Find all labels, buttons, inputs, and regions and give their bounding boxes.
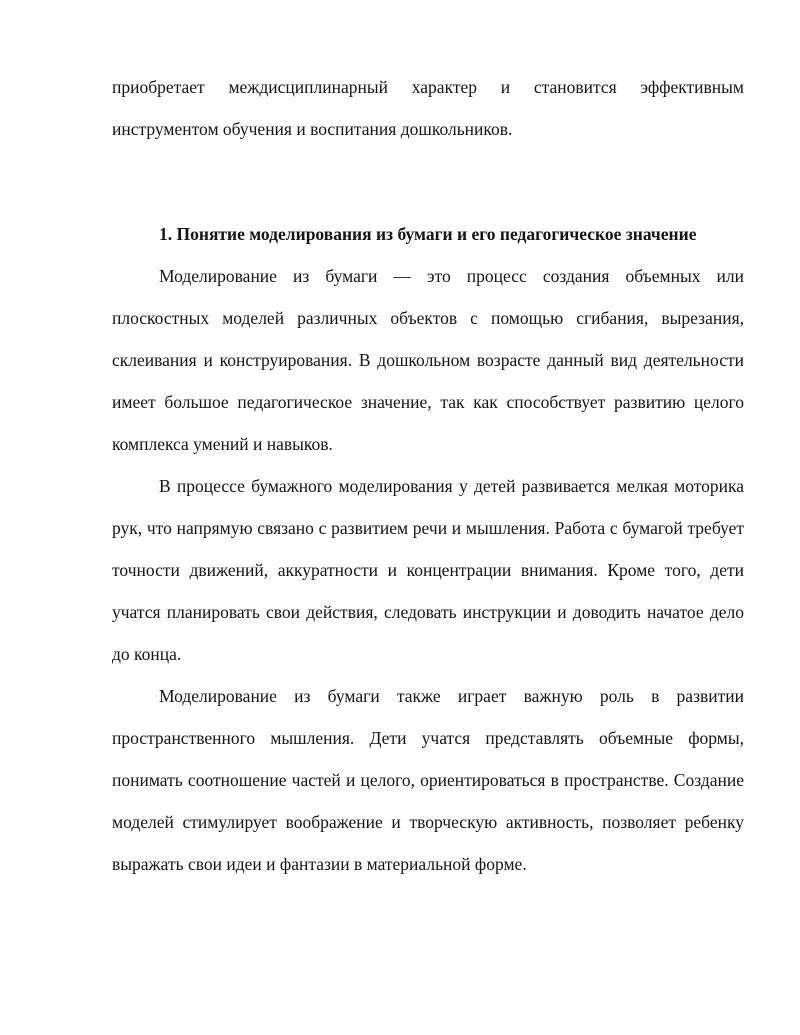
intro-paragraph: приобретает междисциплинарный характер и становится эффективным инструментом обучения и воспитания дошкольников.	[112, 77, 744, 139]
body-paragraph-2: В процессе бумажного моделирования у детей развивается мелкая моторика рук, что напрямую связано с развитием речи и мышления. Работа с бумагой требует точности движений, аккуратности и концентрации внимания. Кроме того, дети учатся планировать свои действия, следовать инструкции и доводить начатое дело до конца.	[112, 476, 744, 664]
section-heading: 1. Понятие моделирования из бумаги и его педагогическое значение	[159, 224, 697, 244]
body-paragraph-3: Моделирование из бумаги также играет важную роль в развитии пространственного мышления. Дети учатся представлять объемные формы, понимать соотношение частей и целого, ориентироваться в пространстве. Создание моделей стимулирует воображение и творческую активность, позволяет ребенку выражать свои идеи и фантазии в материальной форме.	[112, 686, 744, 874]
body-paragraph-1: Моделирование из бумаги — это процесс создания объемных или плоскостных моделей различных объектов с помощью сгибания, вырезания, склеивания и конструирования. В дошкольном возрасте данный вид деятельности имеет большое педагогическое значение, так как способствует развитию целого комплекса умений и навыков.	[112, 266, 744, 454]
